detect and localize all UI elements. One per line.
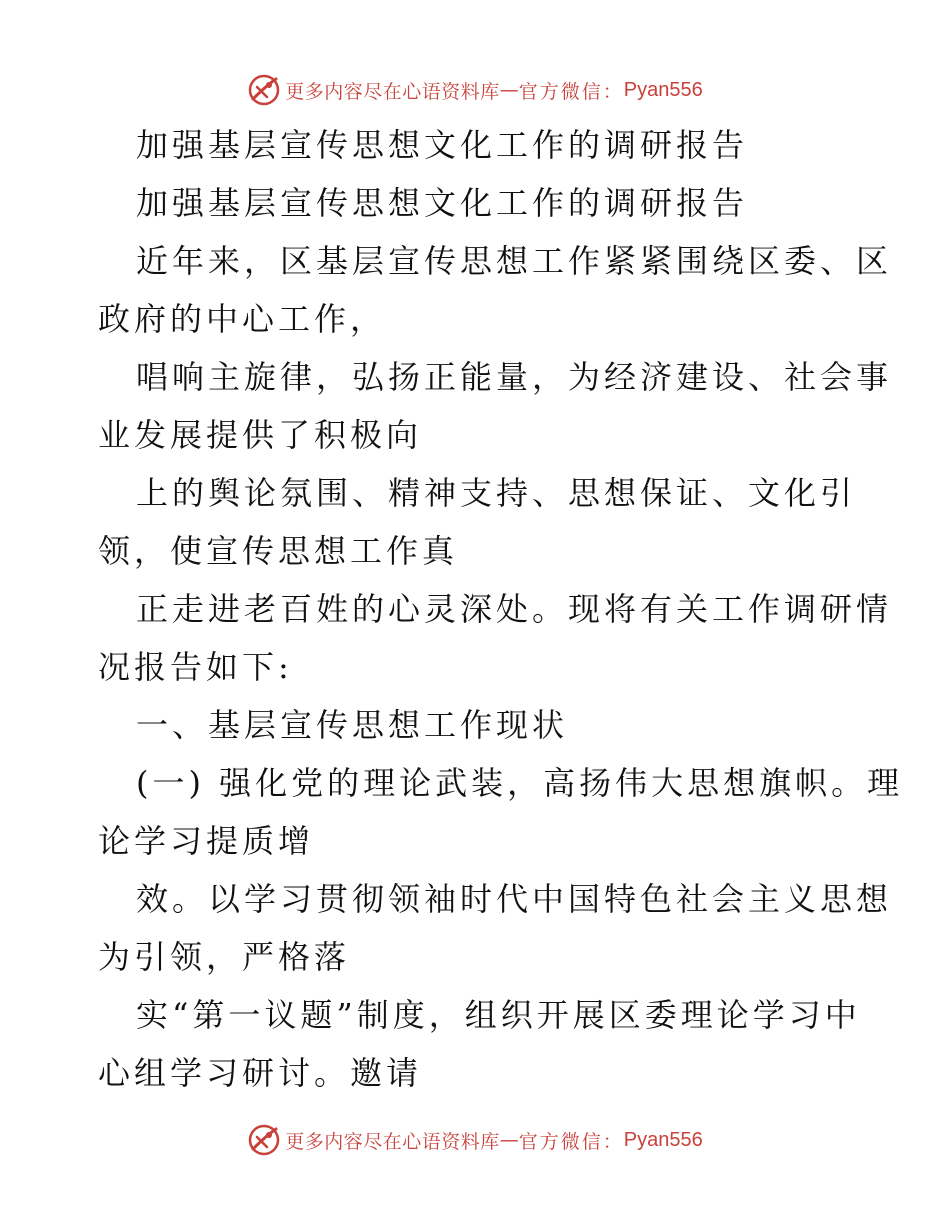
watermark-separator: — [499,79,519,101]
doc-paragraph-line: 唱响主旋律，弘扬正能量，为经济建设、社会事 [136,358,893,396]
pen-logo-icon [247,1123,281,1157]
header-watermark [0,70,950,110]
doc-title-repeat: 加强基层宣传思想文化工作的调研报告 [136,184,749,222]
doc-paragraph-line: 效。以学习贯彻领袖时代中国特色社会主义思想 [136,880,893,918]
doc-paragraph-line: 近年来，区基层宣传思想工作紧紧围绕区委、区 [136,242,893,280]
doc-paragraph-line: 实“第一议题”制度，组织开展区委理论学习中 [136,996,861,1034]
watermark-official: 官方微信： [518,80,624,103]
footer-watermark [0,1120,950,1160]
watermark-official: 官方微信： [518,1130,624,1153]
doc-paragraph-line: 况报告如下: [98,648,293,686]
pen-logo-icon [247,73,281,107]
doc-paragraph-line: 业发展提供了积极向 [98,416,423,454]
watermark-wechat-id: Pyan556 [623,1128,703,1151]
document-body [98,116,904,1102]
doc-paragraph-line: 论学习提质增 [98,822,315,860]
doc-paragraph-line: 正走进老百姓的心灵深处。现将有关工作调研情 [136,590,893,628]
subsection-heading: (一) 强化党的理论武装，高扬伟大思想旗帜。理 [136,764,904,802]
watermark-text: 更多内容尽在心语资料库 [285,80,500,103]
doc-paragraph-line: 政府的中心工作， [98,300,387,338]
watermark-wechat-id: Pyan556 [623,78,703,101]
doc-paragraph-line: 为引领，严格落 [98,938,351,976]
doc-paragraph-line: 领，使宣传思想工作真 [98,532,459,570]
section-heading: 一、基层宣传思想工作现状 [136,706,569,744]
doc-paragraph-line: 心组学习研讨。邀请 [98,1054,423,1092]
watermark-text: 更多内容尽在心语资料库 [285,1130,500,1153]
doc-paragraph-line: 上的舆论氛围、精神支持、思想保证、文化引 [136,474,857,512]
doc-title: 加强基层宣传思想文化工作的调研报告 [136,126,749,164]
watermark-separator: — [499,1129,519,1151]
